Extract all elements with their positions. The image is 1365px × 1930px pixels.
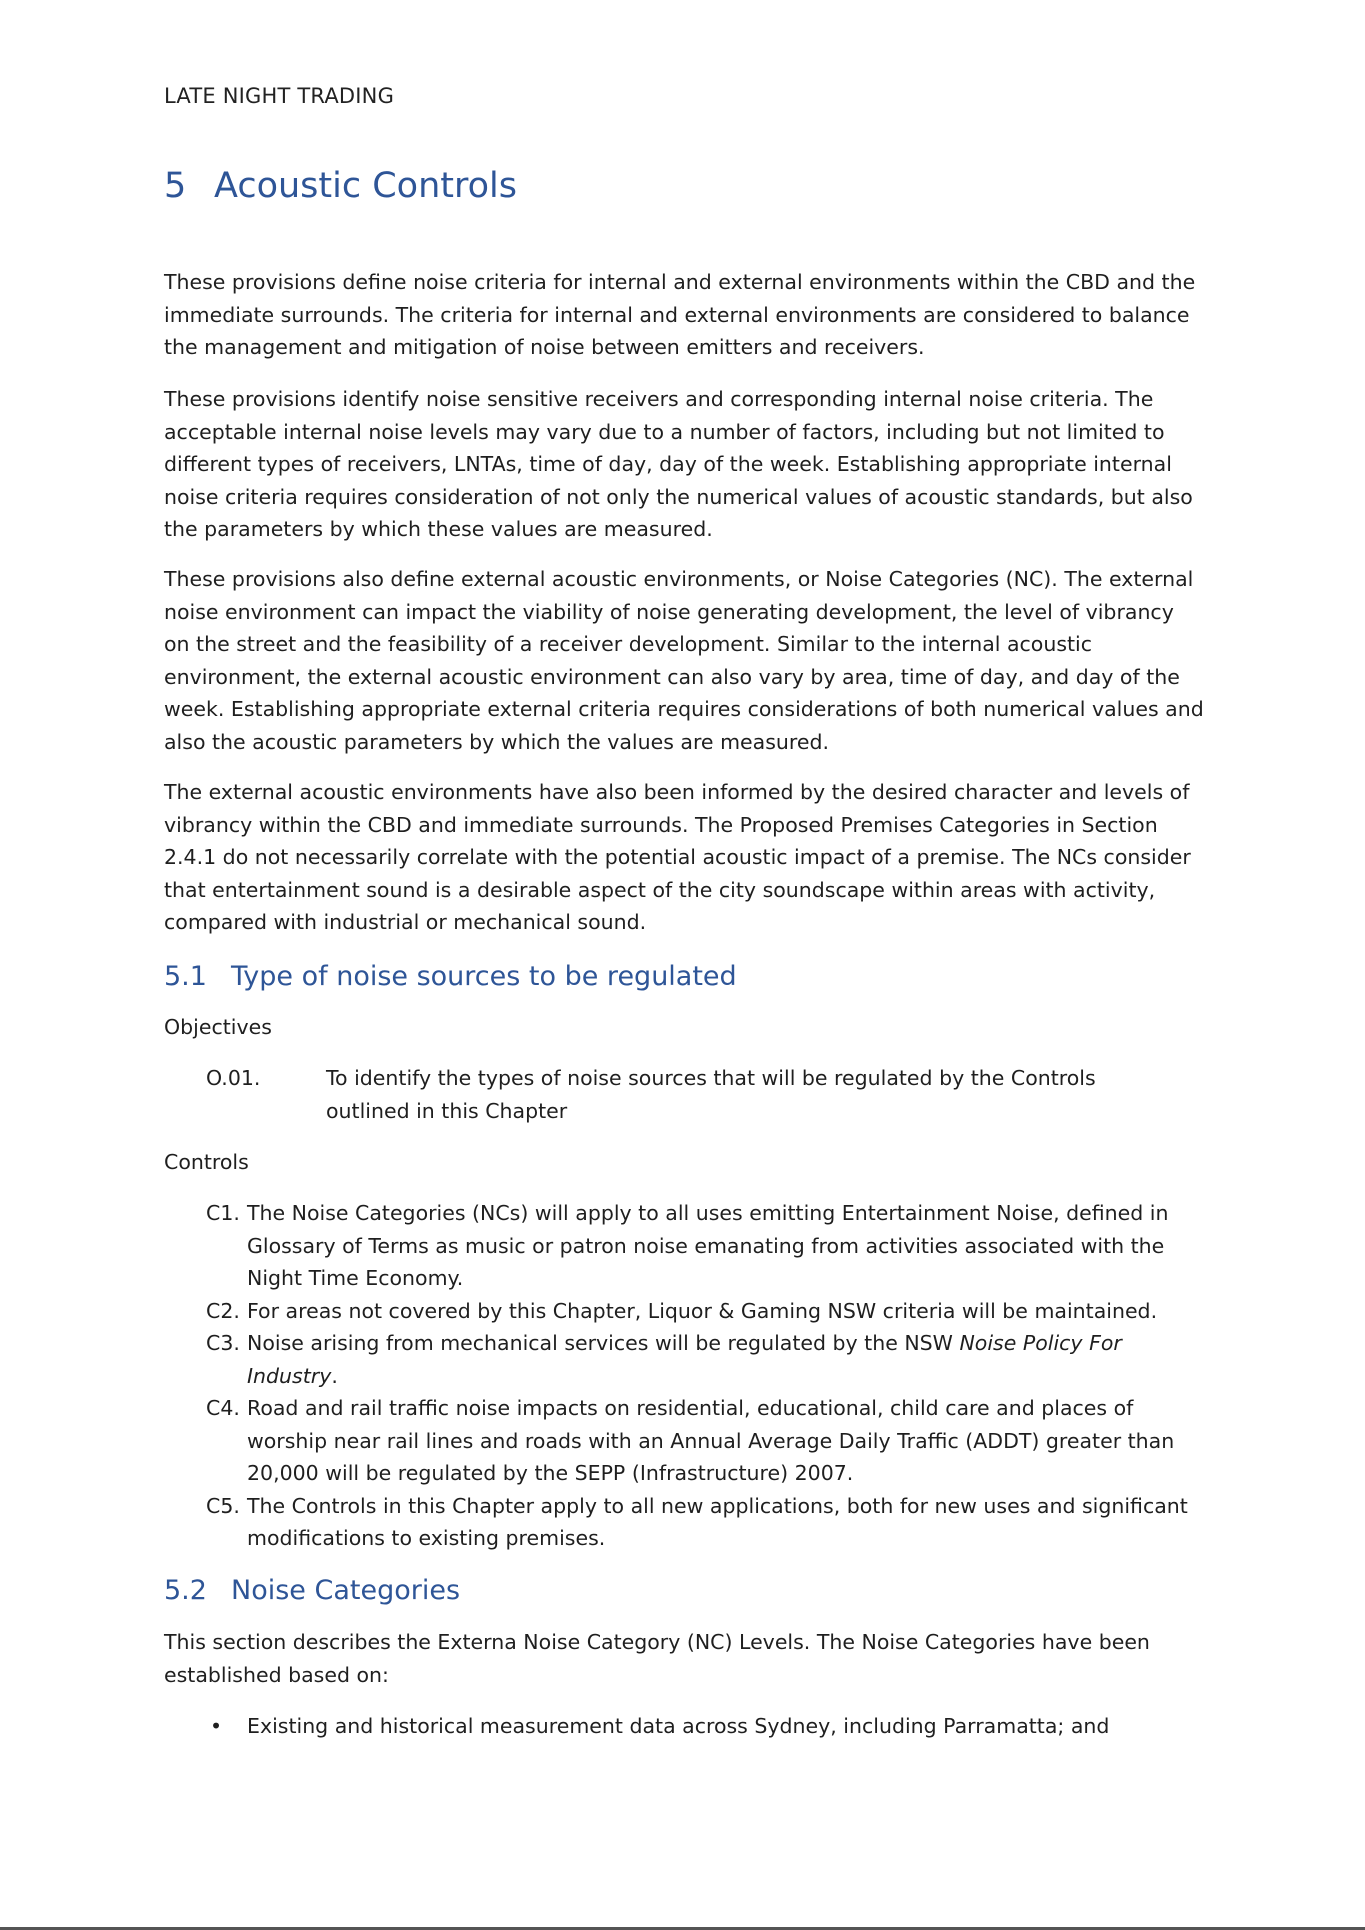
control-text: Noise arising from mechanical services will be regulated by the NSW [247, 1331, 960, 1355]
subsection-heading-5-2 [164, 1575, 1204, 1606]
control-text: For areas not covered by this Chapter, Liquor & Gaming NSW criteria will be maintained. [247, 1298, 1158, 1323]
control-code: C4. [206, 1396, 240, 1420]
section-number: 5 [164, 166, 187, 206]
section-title: Acoustic Controls [214, 166, 517, 206]
paragraph-1: These provisions define noise criteria for internal and external environments within the CBD and the immediate surrounds. The criteria for internal and external environments are considered to balance the management and mitigation of noise between emitters and receivers. [164, 270, 1196, 359]
subsection-number: 5.1 [164, 961, 207, 992]
control-text: The Controls in this Chapter apply to all new applications, both for new uses and significant modifications to existing premises. [247, 1493, 1188, 1550]
control-code: C2. [206, 1298, 240, 1323]
policy-name: Noise Policy For Industry [247, 1331, 1122, 1388]
control-item [206, 1327, 1206, 1392]
control-code: C1. [206, 1201, 240, 1225]
section-heading [164, 166, 517, 206]
objectives-label: Objectives [164, 1015, 272, 1039]
subsection-number: 5.2 [164, 1575, 207, 1606]
subsection-title: Noise Categories [231, 1575, 461, 1606]
noise-categories-intro: This section describes the Externa Noise Category (NC) Levels. The Noise Categories have been established based on: [164, 1630, 1150, 1687]
bullet-item [206, 1710, 1206, 1743]
subsection-heading-5-1 [164, 961, 1204, 992]
paragraph-2: These provisions identify noise sensitive receivers and corresponding internal noise criteria. The acceptable internal noise levels may vary due to a number of factors, including but not limited to different types of receivers, LNTAs, time of day, day of the week. Establishing appropriate internal noise criteria requires consideration of not only the numerical values of acoustic standards, but also the parameters by which these values are measured. [164, 387, 1193, 541]
paragraph-4: The external acoustic environments have also been informed by the desired character and levels of vibrancy within the CBD and immediate surrounds. The Proposed Premises Categories in Section 2.4.1 do not necessarily correlate with the potential acoustic impact of a premise. The NCs consider that entertainment sound is a desirable aspect of the city soundscape within areas with activity, compared with industrial or mechanical sound. [164, 780, 1191, 934]
control-text: The Noise Categories (NCs) will apply to all uses emitting Entertainment Noise, defined in Glossary of Terms as music or patron noise emanating from activities associated with the Night Time Economy. [247, 1201, 1169, 1290]
controls-list [206, 1197, 1206, 1555]
control-text-end: . [331, 1363, 338, 1388]
objective-code: O.01. [206, 1066, 261, 1090]
control-item [206, 1197, 1206, 1295]
control-text: Road and rail traffic noise impacts on residential, educational, child care and places of worship near rail lines and roads with an Annual Average Daily Traffic (ADDT) greater than 20,000 will be regulated by the SEPP (Infrastructure) 2007. [247, 1396, 1175, 1485]
running-header: LATE NIGHT TRADING [164, 84, 395, 108]
control-code: C5. [206, 1493, 240, 1518]
objective-item [206, 1062, 1166, 1127]
bullet-text: Existing and historical measurement data across Sydney, including Parramatta; and [247, 1714, 1110, 1738]
paragraph-3: These provisions also define external acoustic environments, or Noise Categories (NC). The external noise environment can impact the viability of noise generating development, the level of vibrancy on the street and the feasibility of a receiver development. Similar to the internal acoustic environment, the external acoustic environment can also vary by area, time of day, and day of the week. Establishing appropriate external criteria requires considerations of both numerical values and also the acoustic parameters by which the values are measured. [164, 567, 1204, 754]
bullet-list [206, 1710, 1206, 1743]
control-item [206, 1392, 1206, 1490]
control-item [206, 1490, 1206, 1555]
controls-label: Controls [164, 1150, 249, 1174]
objective-text: To identify the types of noise sources that will be regulated by the Controls outlined in this Chapter [326, 1066, 1096, 1123]
bullet-icon: • [210, 1714, 223, 1738]
control-item [206, 1295, 1206, 1328]
control-code: C3. [206, 1331, 240, 1355]
subsection-title: Type of noise sources to be regulated [231, 961, 737, 992]
